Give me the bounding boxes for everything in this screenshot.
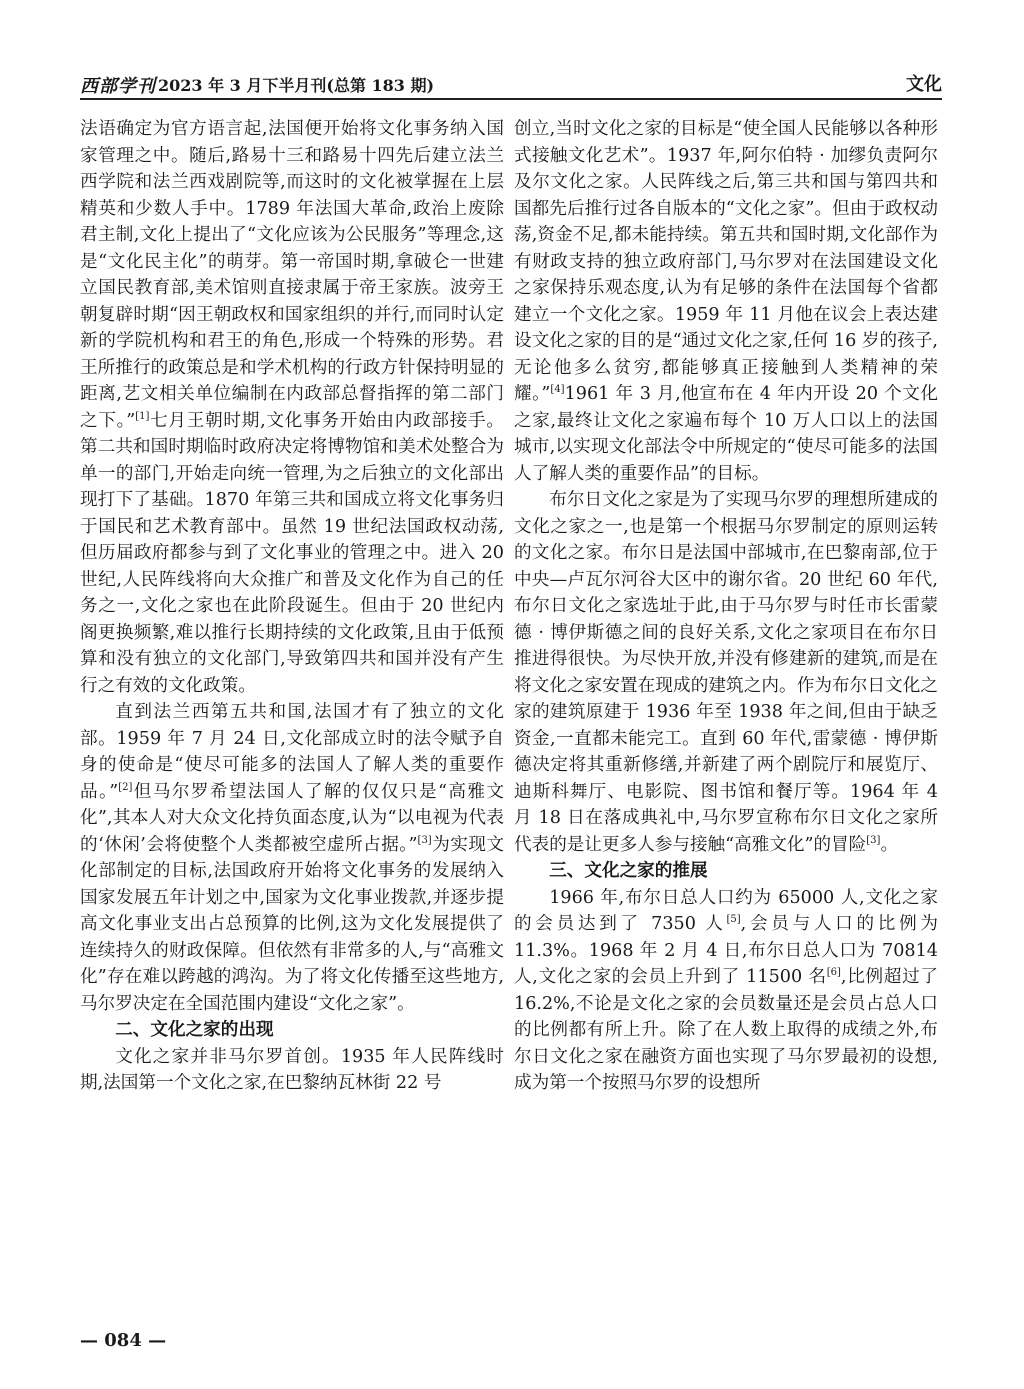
journal-logo: 西部学刊	[80, 76, 156, 97]
citation: [6]	[826, 967, 841, 979]
running-header	[80, 70, 942, 100]
paragraph: 法语确定为官方语言起,法国便开始将文化事务纳入国家管理之中。随后,路易十三和路易十四先后建立法兰西学院和法兰西戏剧院等,而这时的文化被掌握在上层精英和少数人手中。1789 年法国大革命,政治上废除君主制,文化上提出了“文化应该为公民服务”等理念,这是“文化民主化”的萌芽。第一帝国时期,拿破仑一世建立国民教育部,美术馆则直接隶属于帝王家族。波旁王朝复辟时期“因王朝政权和国家组织的并行,而同时认定新的学院机构和君王的角色,形成一个特殊的形势。君王所推行的政策总是和学术机构的行政方针保持明显的距离,艺文相关单位编制在内政部总督指挥的第二部门之下。”[1]七月王朝时期,文化事务开始由内政部接手。第二共和国时期临时政府决定将博物馆和美术处整合为单一的部门,开始走向统一管理,为之后独立的文化部出现打下了基础。1870 年第三共和国成立将文化事务归于国民和艺术教育部中。虽然 19 世纪法国政权动荡,但历届政府都参与到了文化事业的管理之中。进入 20 世纪,人民阵线将向大众推广和普及文化作为自己的任务之一,文化之家也在此阶段诞生。但由于 20 世纪内阁更换频繁,难以推行长期持续的文化政策,且由于低预算和没有独立的文化部门,导致第四共和国并没有产生行之有效的文化政策。	[80, 119, 504, 696]
left-column	[80, 116, 504, 1097]
paragraph: 文化之家并非马尔罗首创。1935 年人民阵线时期,法国第一个文化之家,在巴黎纳瓦林街 22 号	[80, 1046, 504, 1093]
page-number: — 084 —	[80, 1330, 167, 1351]
paragraph: 创立,当时文化之家的目标是“使全国人民能够以各种形式接触文化艺术”。1937 年,阿尔伯特 · 加缪负责阿尔及尔文化之家。人民阵线之后,第三共和国与第四共和国都先后推行过各自版本的“文化之家”。但由于政权动荡,资金不足,都未能持续。第五共和国时期,文化部作为有财政支持的独立政府部门,马尔罗对在法国建设文化之家保持乐观态度,认为有足够的条件在法国每个省都建立一个文化之家。1959 年 11 月他在议会上表达建设文化之家的目的是“通过文化之家,任何 16 岁的孩子,无论他多么贫穷,都能够真正接触到人类精神的荣耀。”[4]1961 年 3 月,他宣布在 4 年内开设 20 个文化之家,最终让文化之家遍布每个 10 万人口以上的法国城市,以实现文化部法令中所规定的“使尽可能多的法国人了解人类的重要作品”的目标。	[514, 119, 938, 484]
citation: [4]	[550, 384, 565, 396]
citation: [3]	[417, 834, 432, 846]
citation: [1]	[135, 410, 150, 422]
citation: [5]	[726, 914, 741, 926]
paragraph: 直到法兰西第五共和国,法国才有了独立的文化部。1959 年 7 月 24 日,文化部成立时的法令赋予自身的使命是“使尽可能多的法国人了解人类的重要作品。”[2]但马尔罗希望法国人了解的仅仅只是“高雅文化”,其本人对大众文化持负面态度,认为“以电视为代表的‘休闲’会将使整个人类都被空虚所占据。”[3]为实现文化部制定的目标,法国政府开始将文化事务的发展纳入国家发展五年计划之中,国家为文化事业拨款,并逐步提高文化事业支出占总预算的比例,这为文化发展提供了连续持久的财政保障。但依然有非常多的人,与“高雅文化”存在难以跨越的鸿沟。为了将文化传播至这些地方,马尔罗决定在全国范围内建设“文化之家”。	[80, 702, 504, 1014]
citation: [3]	[866, 834, 881, 846]
paragraph: 布尔日文化之家是为了实现马尔罗的理想所建成的文化之家之一,也是第一个根据马尔罗制定的原则运转的文化之家。布尔日是法国中部城市,在巴黎南部,位于中央—卢瓦尔河谷大区中的谢尔省。20 世纪 60 年代,布尔日文化之家选址于此,由于马尔罗与时任市长雷蒙德 · 博伊斯德之间的良好关系,文化之家项目在布尔日推进得很快。为尽快开放,并没有修建新的建筑,而是在将文化之家安置在现成的建筑之内。作为布尔日文化之家的建筑原建于 1936 年至 1938 年之间,但由于缺乏资金,一直都未能完工。直到 60 年代,雷蒙德 · 博伊斯德决定将其重新修缮,并新建了两个剧院厅和展览厅、迪斯科舞厅、电影院、图书馆和餐厅等。1964 年 4 月 18 日在落成典礼中,马尔罗宣称布尔日文化之家所代表的是让更多人参与接触“高雅文化”的冒险[3]。	[514, 490, 938, 855]
paragraph: 1966 年,布尔日总人口约为 65000 人,文化之家的会员达到了 7350 人[5],会员与人口的比例为 11.3%。1968 年 2 月 4 日,布尔日总人口为 70814 人,文化之家的会员上升到了 11500 名[6],比例超过了 16.2%,不论是文化之家的会员数量还是会员占总人口的比例都有所上升。除了在人数上取得的成绩之外,布尔日文化之家在融资方面也实现了马尔罗最初的设想,成为第一个按照马尔罗的设想所	[514, 887, 939, 1093]
citation: [2]	[118, 781, 133, 793]
section-title: 文化	[906, 74, 942, 95]
section-heading: 三、文化之家的推展	[549, 861, 708, 881]
issue-info: 2023 年 3 月下半月刊(总第 183 期)	[158, 76, 435, 95]
section-heading: 二、文化之家的出现	[115, 1020, 274, 1040]
right-column	[514, 116, 938, 1097]
